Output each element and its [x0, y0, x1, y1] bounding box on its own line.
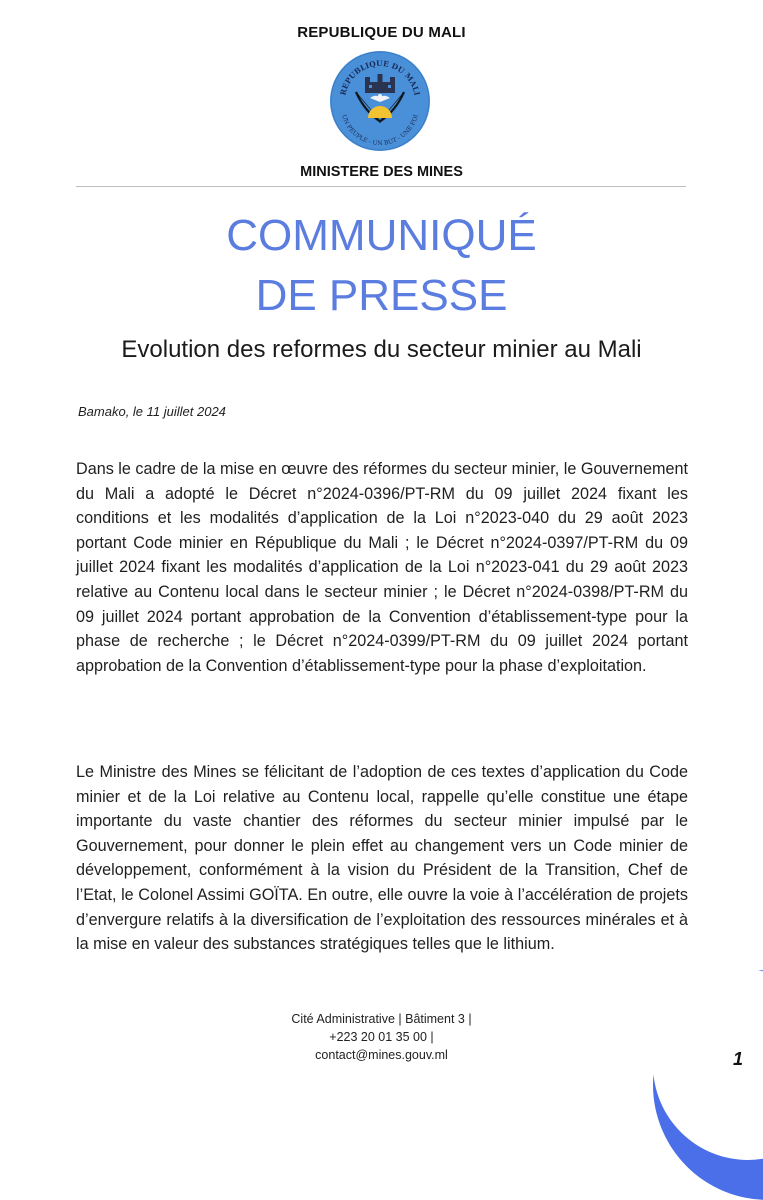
press-release-title-line2: DE PRESSE — [255, 271, 508, 320]
body-paragraph-2: Le Ministre des Mines se félicitant de l’adoption de ces textes d’application du Code minier et de la Loi relative au Contenu local, rappelle qu’elle constitue une étape importante du vaste chantier des réformes du secteur minier impulsé par le Gouvernement, pour donner le plein effet au changement vers un Code minier de développement, conformément à la vision du Président de la Transition, Chef de l’Etat, le Colonel Assimi GOÏTA. En outre, elle ouvre la voie à l’accélération de projets d’envergure relatifs à la diversification de l’exploitation des ressources minérales et à la mise en valeur des substances stratégiques telles que le lithium. — [76, 763, 688, 954]
seal-bottom-text: UN PEUPLE - UN BUT - UNE FOI — [340, 113, 420, 148]
footer-email: contact@mines.gouv.ml — [315, 1048, 448, 1062]
footer-phone: +223 20 01 35 00 | — [329, 1030, 434, 1044]
page-number: 1 — [732, 1049, 743, 1069]
seal-top-text: REPUBLIQUE DU MALI — [338, 58, 422, 97]
header-divider — [76, 186, 686, 187]
body-paragraph-1: Dans le cadre de la mise en œuvre des réformes du secteur minier, le Gouvernement du Mali a adopté le Décret n°2024-0396/PT-RM du 09 juillet 2024 fixant les conditions et les modalités d’application de la Loi n°2023-040 du 29 août 2023 portant Code minier en République du Mali ; le Décret n°2024-0397/PT-RM du 09 juillet 2024 fixant les modalités d’application de la Loi n°2023-041 du 29 août 2023 relative au Contenu local dans le secteur minier ; le Décret n°2024-0398/PT-RM du 09 juillet 2024 portant approbation de la Convention d’établissement-type pour la phase de recherche ; le Décret n°2024-0399/PT-RM du 09 juillet 2024 portant approbation de la Convention d’établissement-type pour la phase d’exploitation. — [76, 460, 688, 675]
press-release-title-line1: COMMUNIQUÉ — [226, 211, 537, 260]
mali-coat-of-arms-icon — [329, 50, 431, 152]
contact-footer — [0, 1010, 763, 1064]
ministry-heading: MINISTERE DES MINES — [300, 164, 463, 180]
footer-address: Cité Administrative | Bâtiment 3 | — [291, 1012, 472, 1026]
republic-heading: REPUBLIQUE DU MALI — [297, 24, 466, 41]
press-release-subtitle: Evolution des reformes du secteur minier au Mali — [121, 336, 642, 363]
dateline: Bamako, le 11 juillet 2024 — [78, 404, 226, 419]
